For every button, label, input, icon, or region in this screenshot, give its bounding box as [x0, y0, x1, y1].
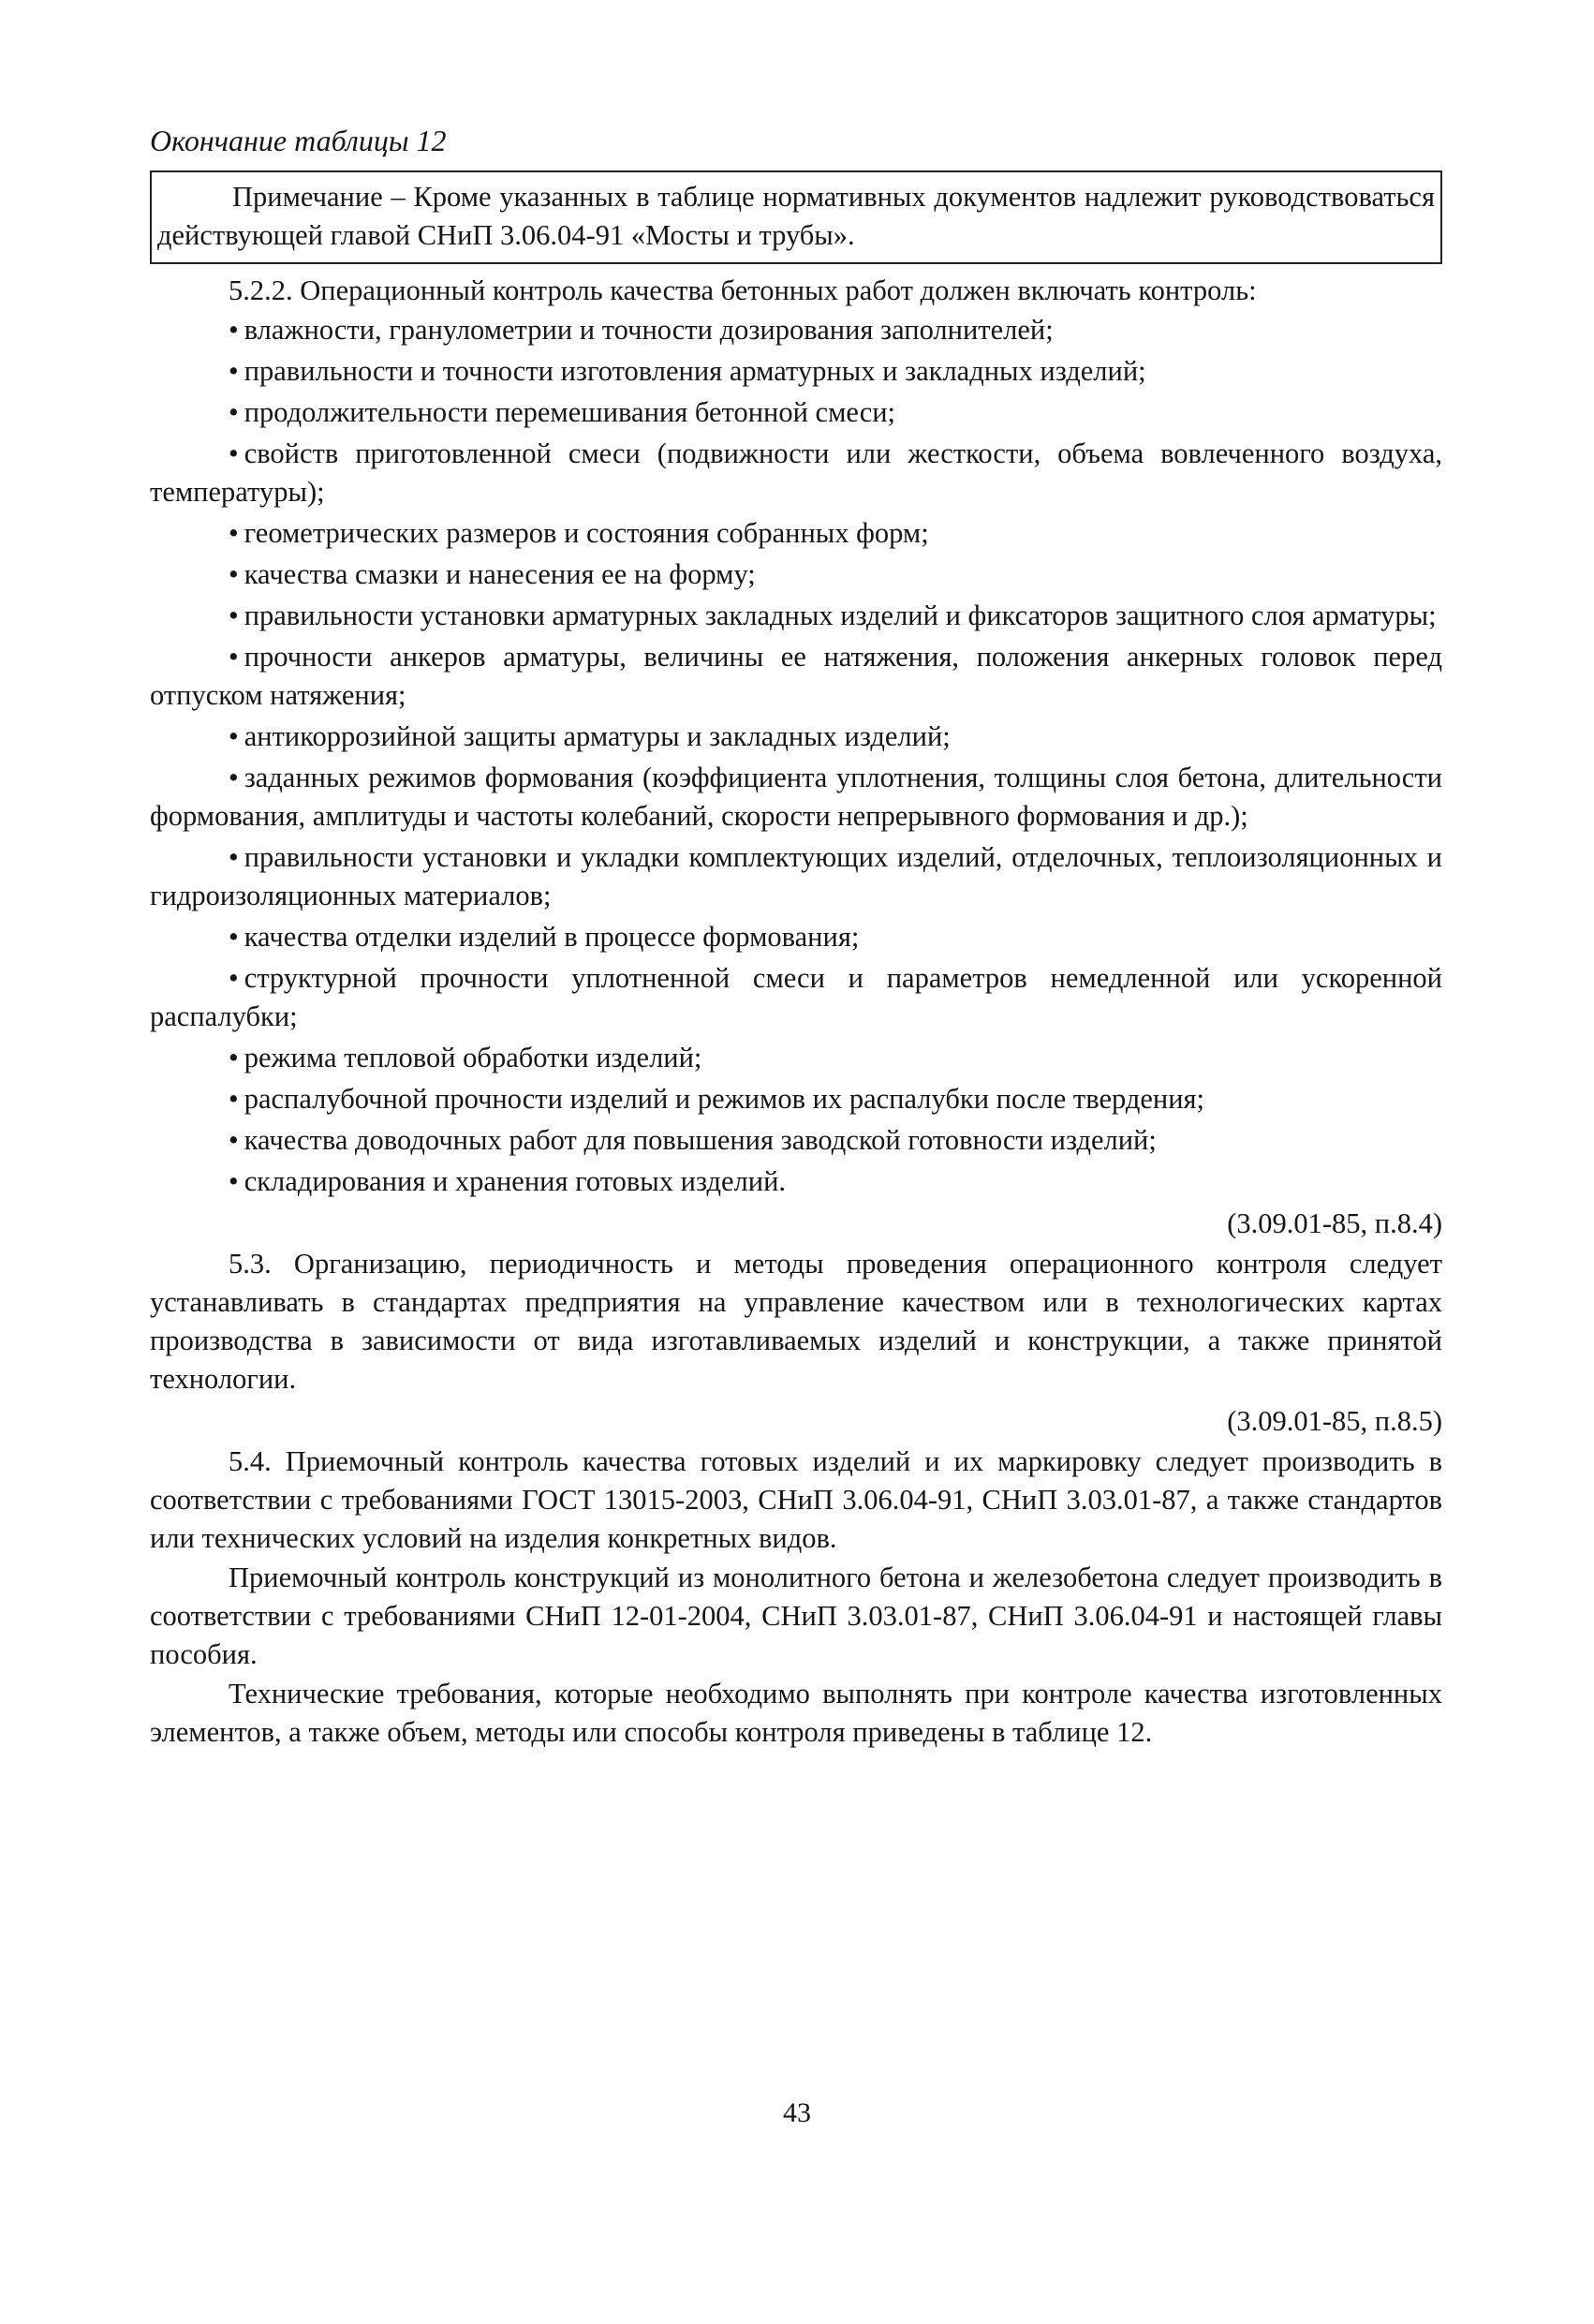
list-item: • свойств приготовленной смеси (подвижности или жесткости, объема вовлеченного воздуха, температуры);	[150, 437, 1442, 508]
list-item: • правильности и точности изготовления арматурных и закладных изделий;	[229, 355, 1146, 387]
list-item: • качества отделки изделий в процессе формования;	[229, 921, 860, 953]
list-item: • качества смазки и нанесения ее на форму;	[229, 558, 756, 590]
section-5-3-reference: (3.09.01-85, п.8.5)	[1227, 1405, 1442, 1437]
control-bullet-list	[150, 311, 1442, 1201]
page-number: 43	[783, 2097, 811, 2128]
section-5-4-text: 5.4. Приемочный контроль качества готовых изделий и их маркировку следует производить в соответствии с требованиями ГОСТ 13015-2003, СНиП 3.06.04-91, СНиП 3.03.01-87, а также стандартов или технических условий на изделия конкретных видов.	[150, 1445, 1442, 1554]
list-item: • геометрических размеров и состояния собранных форм;	[229, 517, 929, 549]
list-item: • правильности установки и укладки комплектующих изделий, отделочных, теплоизоляционных и гидроизоляционных материалов;	[150, 841, 1442, 911]
section-5-2-2-reference: (3.09.01-85, п.8.4)	[1227, 1207, 1442, 1239]
list-item: • заданных режимов формования (коэффициента уплотнения, толщины слоя бетона, длительности формования, амплитуды и частоты колебаний, скорости непрерывного формования и др.);	[150, 762, 1442, 832]
document-page	[150, 120, 1442, 1753]
list-item: • структурной прочности уплотненной смеси и параметров немедленной или ускоренной распалубки;	[150, 962, 1442, 1032]
section-5-2-2-intro: 5.2.2. Операционный контроль качества бетонных работ должен включать контроль:	[229, 274, 1257, 306]
list-item: • антикоррозийной защиты арматуры и закладных изделий;	[229, 720, 951, 752]
table-note-box	[150, 170, 1442, 262]
table-caption: Окончание таблицы 12	[150, 124, 447, 157]
section-5-4-monolithic-text: Приемочный контроль конструкций из монолитного бетона и железобетона следует производить в соответствии с требованиями СНиП 12-01-2004, СНиП 3.03.01-87, СНиП 3.06.04-91 и настоящей главы пособия.	[150, 1562, 1442, 1670]
list-item: • влажности, гранулометрии и точности дозирования заполнителей;	[229, 314, 1054, 346]
list-item: • режима тепловой обработки изделий;	[229, 1042, 702, 1073]
list-item: • качества доводочных работ для повышения заводской готовности изделий;	[229, 1124, 1157, 1156]
section-5-4-requirements-text: Технические требования, которые необходимо выполнять при контроле качества изготовленных элементов, а также объем, методы или способы контроля приведены в таблице 12.	[150, 1678, 1442, 1748]
list-item: • складирования и хранения готовых изделий.	[229, 1165, 787, 1197]
list-item: • прочности анкеров арматуры, величины ее натяжения, положения анкерных головок перед отпуском натяжения;	[150, 641, 1442, 711]
list-item: • продолжительности перемешивания бетонной смеси;	[229, 396, 896, 428]
table-note: Примечание – Кроме указанных в таблице нормативных документов надлежит руководствоваться действующей главой СНиП 3.06.04-91 «Мосты и трубы».	[157, 181, 1435, 251]
table-bottom-border	[150, 262, 1442, 264]
list-item: • распалубочной прочности изделий и режимов их распалубки после твердения;	[229, 1083, 1205, 1115]
section-5-3-text: 5.3. Организацию, периодичность и методы проведения операционного контроля следует устанавливать в стандартах предприятия на управление качеством или в технологических картах производства в зависимости от вида изготавливаемых изделий и конструкции, а также принятой технологии.	[150, 1248, 1442, 1395]
list-item: • правильности установки арматурных закладных изделий и фиксаторов защитного слоя арматуры;	[229, 600, 1437, 631]
